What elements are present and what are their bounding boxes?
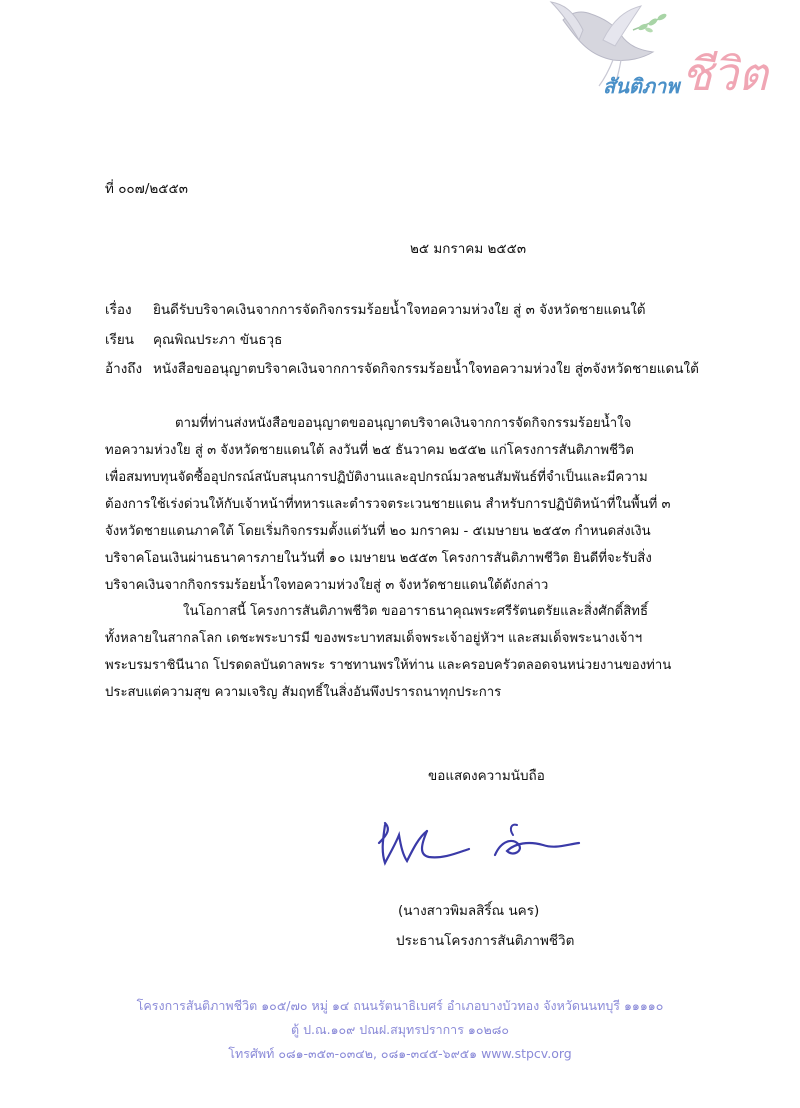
signature-image	[373, 815, 593, 875]
logo	[543, 0, 768, 110]
refer-text: หนังสือขออนุญาตบริจาคเงินจากการจัดกิจกรรมร้อยน้ำใจทอความห่วงใย สู่๓จังหวัดชายแดนใต้	[153, 361, 699, 377]
to-text: คุณพิณประภา ขันธวุธ	[153, 332, 283, 348]
subject-label: เรื่อง	[105, 302, 132, 318]
logo-name-part1: สันติภาพ	[603, 74, 680, 98]
body-line: เพื่อสมทบทุนจัดซื้ออุปกรณ์สนับสนุนการปฏิบัติงานและอุปกรณ์มวลชนสัมพันธ์ที่จำเป็นและมีความ	[105, 470, 648, 485]
reference-number: ที่ ๐๐๗/๒๕๕๓	[105, 181, 188, 197]
body-line: ทั้งหลายในสากลโลก เดชะพระบารมี ของพระบาทสมเด็จพระเจ้าอยู่หัวฯ และสมเด็จพระนางเจ้าฯ	[105, 631, 643, 646]
body-line: ในโอกาสนี้ โครงการสันติภาพชีวิต ขออาราธนาคุณพระศรีรัตนตรัยและสิ่งศักดิ์สิทธิ์	[183, 604, 649, 619]
footer-pobox: ตู้ ป.ณ.๑๐๙ ปณฝ.สมุทรปราการ ๑๐๒๘๐	[291, 1022, 509, 1037]
footer-contact: โทรศัพท์ ๐๘๑-๓๕๓-๐๓๔๒, ๐๘๑-๓๔๕-๖๙๕๑ www.stpcv.org	[228, 1046, 572, 1061]
body-line: บริจาคโอนเงินผ่านธนาคารภายในวันที่ ๑๐ เมษายน ๒๕๕๓ โครงการสันติภาพชีวิต ยินดีที่จะรับสิ่ง	[105, 551, 652, 566]
body-line: ตามที่ท่านส่งหนังสือขออนุญาตขออนุญาตบริจาคเงินจากการจัดกิจกรรมร้อยน้ำใจ	[175, 416, 632, 431]
body-line: จังหวัดชายแดนภาคใต้ โดยเริ่มกิจกรรมตั้งแต่วันที่ ๒๐ มกราคม - ๕เมษายน ๒๕๕๓ กำหนดส่งเงิน	[105, 524, 651, 539]
body-line: พระบรมราชินีนาถ โปรดดลบันดาลพระ ราชทานพรให้ท่าน และครอบครัวตลอดจนหน่วยงานของท่าน	[105, 658, 672, 673]
closing-text: ขอแสดงความนับถือ	[428, 768, 545, 784]
body-line: ทอความห่วงใย สู่ ๓ จังหวัดชายแดนใต้ ลงวันที่ ๒๕ ธันวาคม ๒๕๕๒ แก่โครงการสันติภาพชีวิต	[105, 443, 635, 458]
subject-text: ยินดีรับบริจาคเงินจากการจัดกิจกรรมร้อยน้ำใจทอความห่วงใย สู่ ๓ จังหวัดชายแดนใต้	[153, 302, 646, 318]
signer-title: ประธานโครงการสันติภาพชีวิต	[396, 933, 575, 949]
to-label: เรียน	[105, 332, 135, 348]
letter-date: ๒๕ มกราคม ๒๕๕๓	[410, 241, 527, 257]
body-line: บริจาคเงินจากกิจกรรมร้อยน้ำใจทอความห่วงใยสู่ ๓ จังหวัดชายแดนใต้ดังกล่าว	[105, 578, 549, 593]
body-line: ต้องการใช้เร่งด่วนให้กับเจ้าหน้าที่ทหารและตำรวจตระเวนชายแดน สำหรับการปฏิบัติหน้าที่ในพื้นที่ ๓	[105, 497, 671, 512]
logo-name-part2: ชีวิต	[681, 47, 768, 101]
refer-label: อ้างถึง	[105, 361, 143, 377]
signer-name: (นางสาวพิมลสิริ์ณ นคร)	[398, 903, 540, 919]
footer-address: โครงการสันติภาพชีวิต ๑๐๕/๗๐ หมู่ ๑๔ ถนนรัตนาธิเบศร์ อำเภอบางบัวทอง จังหวัดนนทบุรี ๑๑๑๑๐	[136, 998, 664, 1013]
body-line: ประสบแต่ความสุข ความเจริญ สัมฤทธิ์ในสิ่งอันพึงปรารถนาทุกประการ	[105, 685, 502, 700]
